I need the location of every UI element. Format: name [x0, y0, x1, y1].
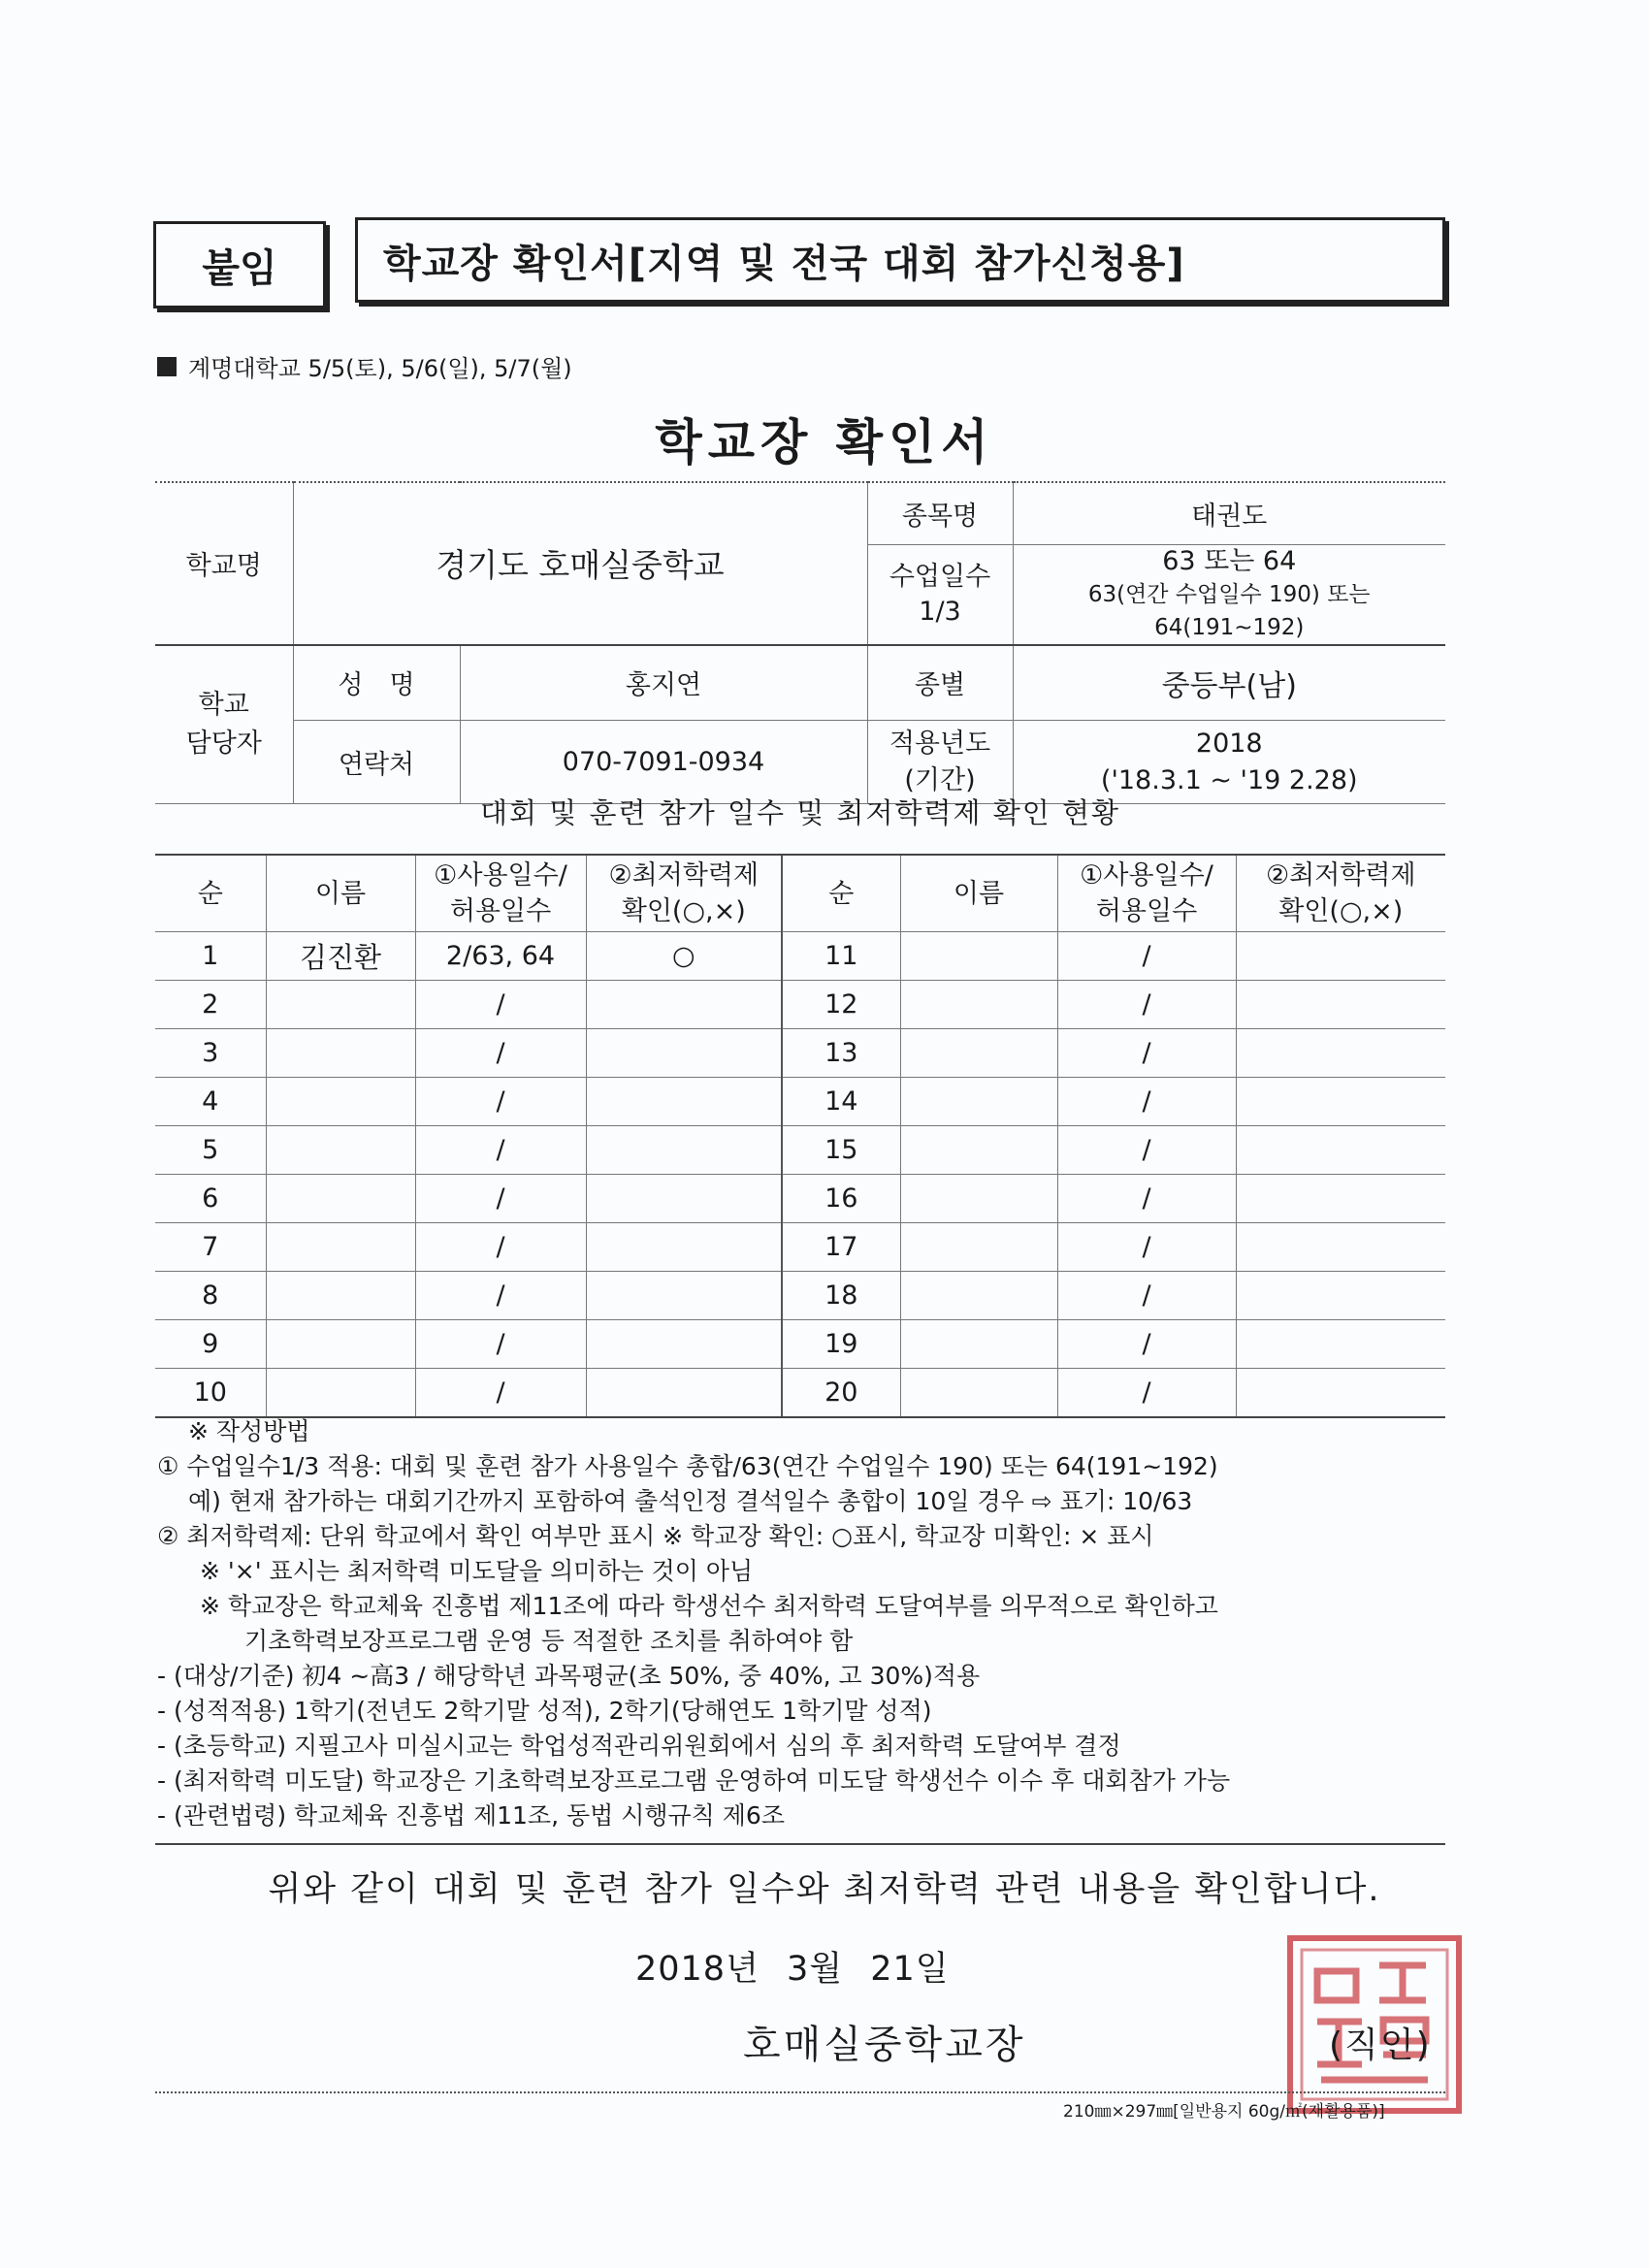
header-days-2	[1057, 855, 1236, 932]
venue-text: 계명대학교 5/5(토), 5/6(일), 5/7(월)	[188, 355, 572, 382]
row-name-2	[900, 1126, 1057, 1175]
row-days-2: /	[1057, 1078, 1236, 1126]
school-days-label-line2: 1/3	[919, 596, 961, 627]
table-row	[155, 1126, 1445, 1175]
phone-label: 연락처	[293, 721, 460, 804]
header-check-2-line1: ②최저학력제	[1265, 860, 1416, 891]
confirmation-statement: 위와 같이 대회 및 훈련 참가 일수와 최저학력 관련 내용을 확인합니다.	[268, 1870, 1381, 1909]
row-check	[586, 1320, 782, 1369]
row-name-2	[900, 1320, 1057, 1369]
row-name	[266, 1320, 415, 1369]
row-no-2: 15	[782, 1126, 900, 1175]
year-value-line2: ('18.3.1 ~ '19 2.28)	[1100, 764, 1358, 795]
header-check	[586, 855, 782, 932]
participation-roster-table	[155, 854, 1445, 1418]
row-days-2: /	[1057, 981, 1236, 1029]
contact-name-label: 성 명	[293, 645, 460, 721]
row-no: 10	[155, 1369, 266, 1418]
header-days-line2: 허용일수	[449, 896, 552, 926]
year-value-line1: 2018	[1195, 728, 1263, 759]
note-line: 기초학력보장프로그램 운영 등 적절한 조치를 취하여야 함	[244, 1627, 854, 1655]
venue-line	[157, 349, 572, 383]
row-name	[266, 1029, 415, 1078]
note-line: ※ '×' 표시는 최저학력 미도달을 의미하는 것이 아님	[200, 1557, 754, 1585]
header-check-2-line2: 확인(○,×)	[1278, 896, 1404, 926]
row-name	[266, 1078, 415, 1126]
header-days-2-line2: 허용일수	[1095, 896, 1198, 926]
row-no: 5	[155, 1126, 266, 1175]
phone-value: 070-7091-0934	[460, 721, 867, 804]
header-no-2: 순	[782, 855, 900, 932]
table-row	[155, 1078, 1445, 1126]
header-check-2	[1236, 855, 1445, 932]
row-name-2	[900, 932, 1057, 981]
row-name-2	[900, 1223, 1057, 1272]
event-value: 태권도	[1013, 482, 1445, 544]
row-days-2: /	[1057, 1320, 1236, 1369]
row-name	[266, 1175, 415, 1223]
note-line: - (초등학교) 지필고사 미실시교는 학업성적관리위원회에서 심의 후 최저학력 도달여부 결정	[157, 1732, 1121, 1760]
header-check-line1: ②최저학력제	[608, 860, 760, 891]
event-label: 종목명	[867, 482, 1013, 544]
info-row-name	[155, 645, 1445, 721]
row-days-2: /	[1057, 1175, 1236, 1223]
school-days-value-line1: 63 또는 64	[1162, 545, 1297, 576]
category-value: 중등부(남)	[1013, 645, 1445, 721]
table-row	[155, 932, 1445, 981]
row-no-2: 16	[782, 1175, 900, 1223]
row-no-2: 18	[782, 1272, 900, 1320]
table-row	[155, 981, 1445, 1029]
row-no-2: 12	[782, 981, 900, 1029]
row-check-2	[1236, 1272, 1445, 1320]
school-name-value: 경기도 호매실중학교	[293, 482, 867, 645]
header-days-line1: ①사용일수/	[434, 860, 567, 891]
contact-name-value: 홍지연	[460, 645, 867, 721]
row-no: 2	[155, 981, 266, 1029]
issue-date: 2018년 3월 21일	[635, 1950, 950, 1989]
note-line: ※ 학교장은 학교체육 진흥법 제11조에 따라 학생선수 최저학력 도달여부를 의무적으로 확인하고	[200, 1592, 1218, 1620]
note-line: ② 최저학력제: 단위 학교에서 확인 여부만 표시 ※ 학교장 확인: ○표시, 학교장 미확인: × 표시	[157, 1522, 1154, 1550]
row-check	[586, 1126, 782, 1175]
row-check-2	[1236, 1029, 1445, 1078]
table-row	[155, 1029, 1445, 1078]
school-name-label: 학교명	[155, 482, 293, 645]
header-check-line2: 확인(○,×)	[621, 896, 746, 926]
table-row	[155, 1223, 1445, 1272]
row-no-2: 11	[782, 932, 900, 981]
square-bullet-icon	[157, 357, 177, 376]
row-name	[266, 981, 415, 1029]
row-no: 9	[155, 1320, 266, 1369]
category-label: 종별	[867, 645, 1013, 721]
row-check: ○	[586, 932, 782, 981]
row-check	[586, 1223, 782, 1272]
paper-spec-note: 210㎜×297㎜[일반용지 60g/㎡(재활용품)]	[1063, 2102, 1385, 2122]
row-no-2: 14	[782, 1078, 900, 1126]
row-days: /	[415, 981, 586, 1029]
roster-section-title: 대회 및 훈련 참가 일수 및 최저학력제 확인 현황	[479, 796, 1120, 829]
row-name-2	[900, 1272, 1057, 1320]
row-days: /	[415, 1078, 586, 1126]
row-days: /	[415, 1320, 586, 1369]
row-no: 6	[155, 1175, 266, 1223]
row-no: 7	[155, 1223, 266, 1272]
note-line: 예) 현재 참가하는 대회기간까지 포함하여 출석인정 결석일수 총합이 10일 경우 ⇨ 표기: 10/63	[188, 1487, 1193, 1515]
row-check	[586, 1078, 782, 1126]
bottom-divider	[155, 2091, 1445, 2093]
header-days	[415, 855, 586, 932]
note-line: - (성적적용) 1학기(전년도 2학기말 성적), 2학기(당해연도 1학기말 성적)	[157, 1697, 932, 1725]
row-name	[266, 1369, 415, 1418]
row-no: 4	[155, 1078, 266, 1126]
table-row	[155, 1369, 1445, 1418]
note-line: - (대상/기준) 初4 ~高3 / 해당학년 과목평균(초 50%, 중 40%, 고 30%)적용	[157, 1662, 981, 1690]
row-days-2: /	[1057, 1029, 1236, 1078]
writing-instructions	[157, 1414, 1457, 1833]
header-no: 순	[155, 855, 266, 932]
row-days: /	[415, 1272, 586, 1320]
row-days-2: /	[1057, 1272, 1236, 1320]
row-name-2	[900, 1029, 1057, 1078]
note-line: - (최저학력 미도달) 학교장은 기초학력보장프로그램 운영하여 미도달 학생선수 이수 후 대회참가 가능	[157, 1766, 1231, 1795]
row-days-2: /	[1057, 1126, 1236, 1175]
row-no-2: 19	[782, 1320, 900, 1369]
header-name-2: 이름	[900, 855, 1057, 932]
row-name-2	[900, 1175, 1057, 1223]
contact-group-label-line1: 학교	[198, 689, 249, 720]
note-line: ※ 작성방법	[188, 1417, 310, 1445]
school-days-value	[1013, 544, 1445, 645]
header-days-2-line1: ①사용일수/	[1080, 860, 1213, 891]
row-days-2: /	[1057, 1369, 1236, 1418]
contact-group-label-line2: 담당자	[185, 728, 262, 759]
row-days: /	[415, 1369, 586, 1418]
principal-signature-line: 호매실중학교장	[743, 2023, 1026, 2067]
row-days-2: /	[1057, 1223, 1236, 1272]
row-name: 김진환	[266, 932, 415, 981]
row-days: /	[415, 1175, 586, 1223]
school-info-table	[155, 481, 1445, 804]
row-check	[586, 1175, 782, 1223]
notes-divider	[155, 1843, 1445, 1845]
form-title-box: 학교장 확인서[지역 및 전국 대회 참가신청용]	[355, 217, 1445, 303]
note-line: - (관련법령) 학교체육 진흥법 제11조, 동법 시행규칙 제6조	[157, 1801, 785, 1830]
row-check-2	[1236, 1223, 1445, 1272]
row-check-2	[1236, 981, 1445, 1029]
year-label-line1: 적용년도	[889, 728, 991, 759]
document-title: 학교장 확인서	[655, 414, 994, 470]
row-no-2: 17	[782, 1223, 900, 1272]
row-no: 1	[155, 932, 266, 981]
row-check-2	[1236, 1320, 1445, 1369]
contact-group-label	[155, 645, 293, 804]
row-name-2	[900, 1078, 1057, 1126]
row-check-2	[1236, 932, 1445, 981]
table-row	[155, 1272, 1445, 1320]
row-no: 8	[155, 1272, 266, 1320]
row-days: /	[415, 1223, 586, 1272]
school-days-label-line1: 수업일수	[889, 561, 991, 592]
row-name-2	[900, 1369, 1057, 1418]
header-name: 이름	[266, 855, 415, 932]
row-days-2: /	[1057, 932, 1236, 981]
seal-label: (직인)	[1329, 2025, 1432, 2065]
row-check-2	[1236, 1078, 1445, 1126]
row-name	[266, 1272, 415, 1320]
row-name	[266, 1223, 415, 1272]
roster-header-row	[155, 855, 1445, 932]
row-check-2	[1236, 1369, 1445, 1418]
table-row	[155, 1320, 1445, 1369]
row-name-2	[900, 981, 1057, 1029]
row-no-2: 13	[782, 1029, 900, 1078]
row-days: 2/63, 64	[415, 932, 586, 981]
table-row	[155, 1175, 1445, 1223]
year-label-line2: (기간)	[904, 764, 976, 795]
row-days: /	[415, 1029, 586, 1078]
row-days: /	[415, 1126, 586, 1175]
row-no: 3	[155, 1029, 266, 1078]
row-check	[586, 1029, 782, 1078]
row-check	[586, 1369, 782, 1418]
row-check-2	[1236, 1126, 1445, 1175]
school-days-label	[867, 544, 1013, 645]
row-check	[586, 1272, 782, 1320]
school-days-value-line2: 63(연간 수업일수 190) 또는 64(191~192)	[1087, 581, 1371, 640]
row-name	[266, 1126, 415, 1175]
row-no-2: 20	[782, 1369, 900, 1418]
row-check	[586, 981, 782, 1029]
attachment-tag: 붙임	[153, 221, 326, 308]
note-line: ① 수업일수1/3 적용: 대회 및 훈련 참가 사용일수 총합/63(연간 수업일수 190) 또는 64(191~192)	[157, 1452, 1218, 1480]
info-row-event	[155, 482, 1445, 544]
row-check-2	[1236, 1175, 1445, 1223]
